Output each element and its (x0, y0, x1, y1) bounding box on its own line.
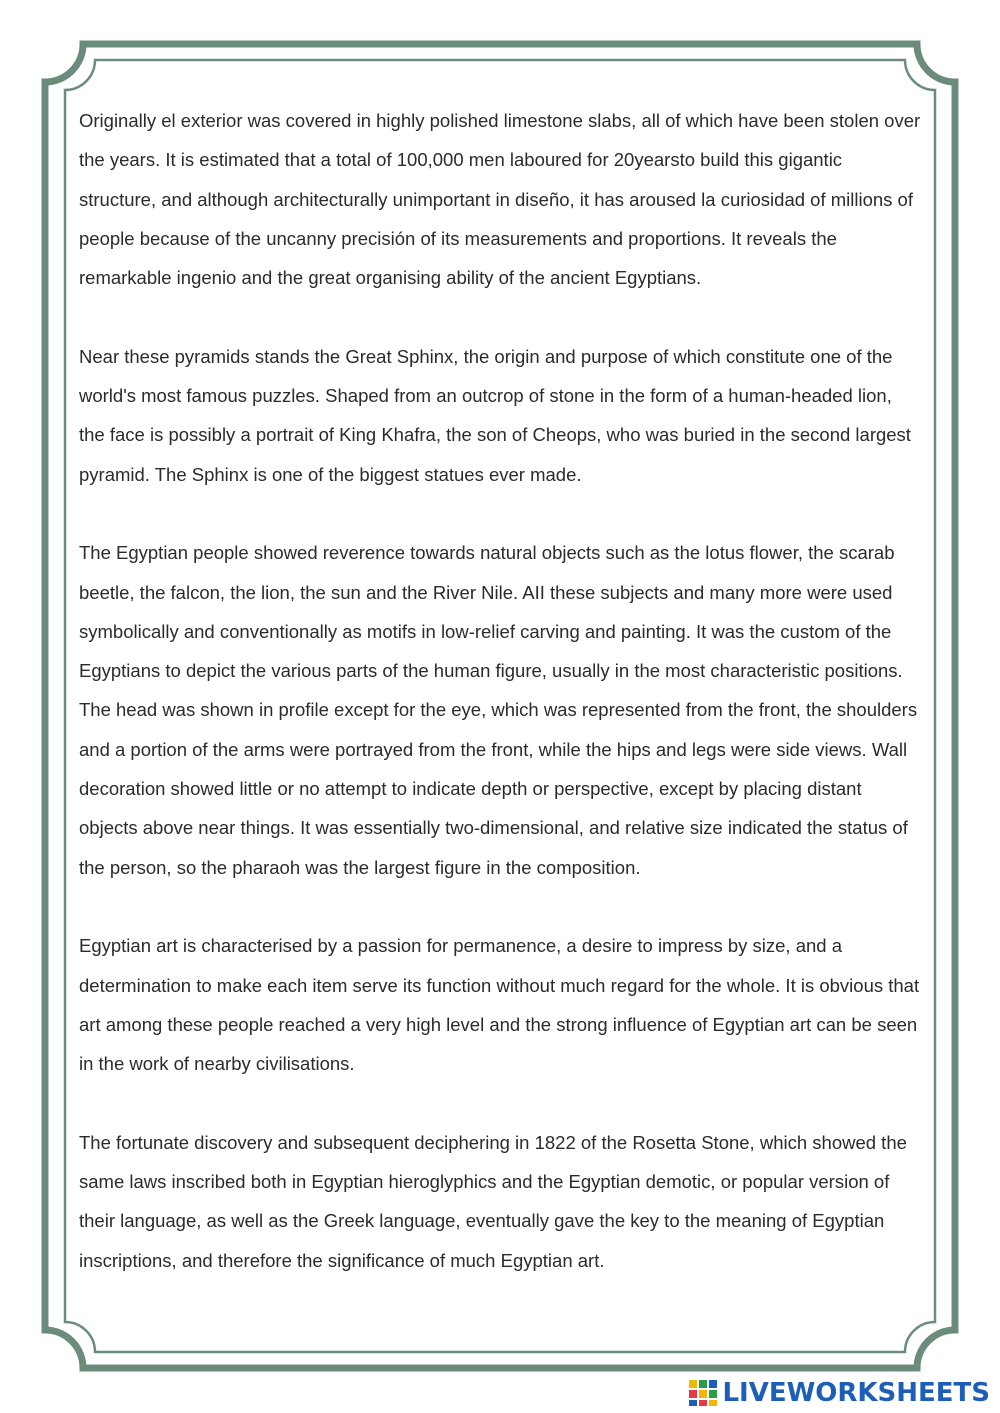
liveworksheets-logo-icon (688, 1378, 718, 1408)
paragraph-sphinx: Near these pyramids stands the Great Sphinx, the origin and purpose of which constitute one of the world's most famous puzzles. Shaped from an outcrop of stone in the form of a human-headed lion, the face is possibly a portrait of King Khafra, the son of Cheops, who was buried in the second largest pyramid. The Sphinx is one of the biggest statues ever made. (79, 345, 911, 485)
paragraph-egyptian-art: Egyptian art is characterised by a passion for permanence, a desire to impress by size, and a determination to make each item serve its function without much regard for the whole. It is obvious that art among these people reached a very high level and the strong influence of Egyptian art can be seen in the work of nearby civilisations. (79, 935, 920, 1075)
paragraph-rosetta-stone: The fortunate discovery and subsequent deciphering in 1822 of the Rosetta Stone, which showed the same laws inscribed both in Egyptian hieroglyphics and the Egyptian demotic, or popular version of their language, as well as the Greek language, eventually gave the key to the meaning of Egyptian inscriptions, and therefore the significance of much Egyptian art. (79, 1131, 907, 1271)
paragraph-reverence: The Egyptian people showed reverence towards natural objects such as the lotus flower, the scarab beetle, the falcon, the lion, the sun and the River Nile. AII these subjects and many more were used symbolically and conventionally as motifs in low-relief carving and painting. It was the custom of the Egyptians to depict the various parts of the human figure, usually in the most characteristic positions. The head was shown in profile except for the eye, which was represented from the front, the shoulders and a portion of the arms were portrayed from the front, while the hips and legs were side views. Wall decoration showed little or no attempt to indicate depth or perspective, except by placing distant objects above near things. It was essentially two-dimensional, and relative size indicated the status of the person, so the pharaoh was the largest figure in the composition. (79, 542, 918, 878)
liveworksheets-brand[interactable] (688, 1376, 990, 1410)
brand-name: LIVEWORKSHEETS (722, 1378, 990, 1408)
document-body (79, 101, 921, 1280)
paragraph-limestone: Originally el exterior was covered in highly polished limestone slabs, all of which have been stolen over the years. It is estimated that a total of 100,000 men laboured for 20yearsto build this gigantic structure, and although architecturally unimportant in diseño, it has aroused la curiosidad of millions of people because of the uncanny precisión of its measurements and proportions. It reveals the remarkable ingenio and the great organising ability of the ancient Egyptians. (79, 110, 921, 289)
